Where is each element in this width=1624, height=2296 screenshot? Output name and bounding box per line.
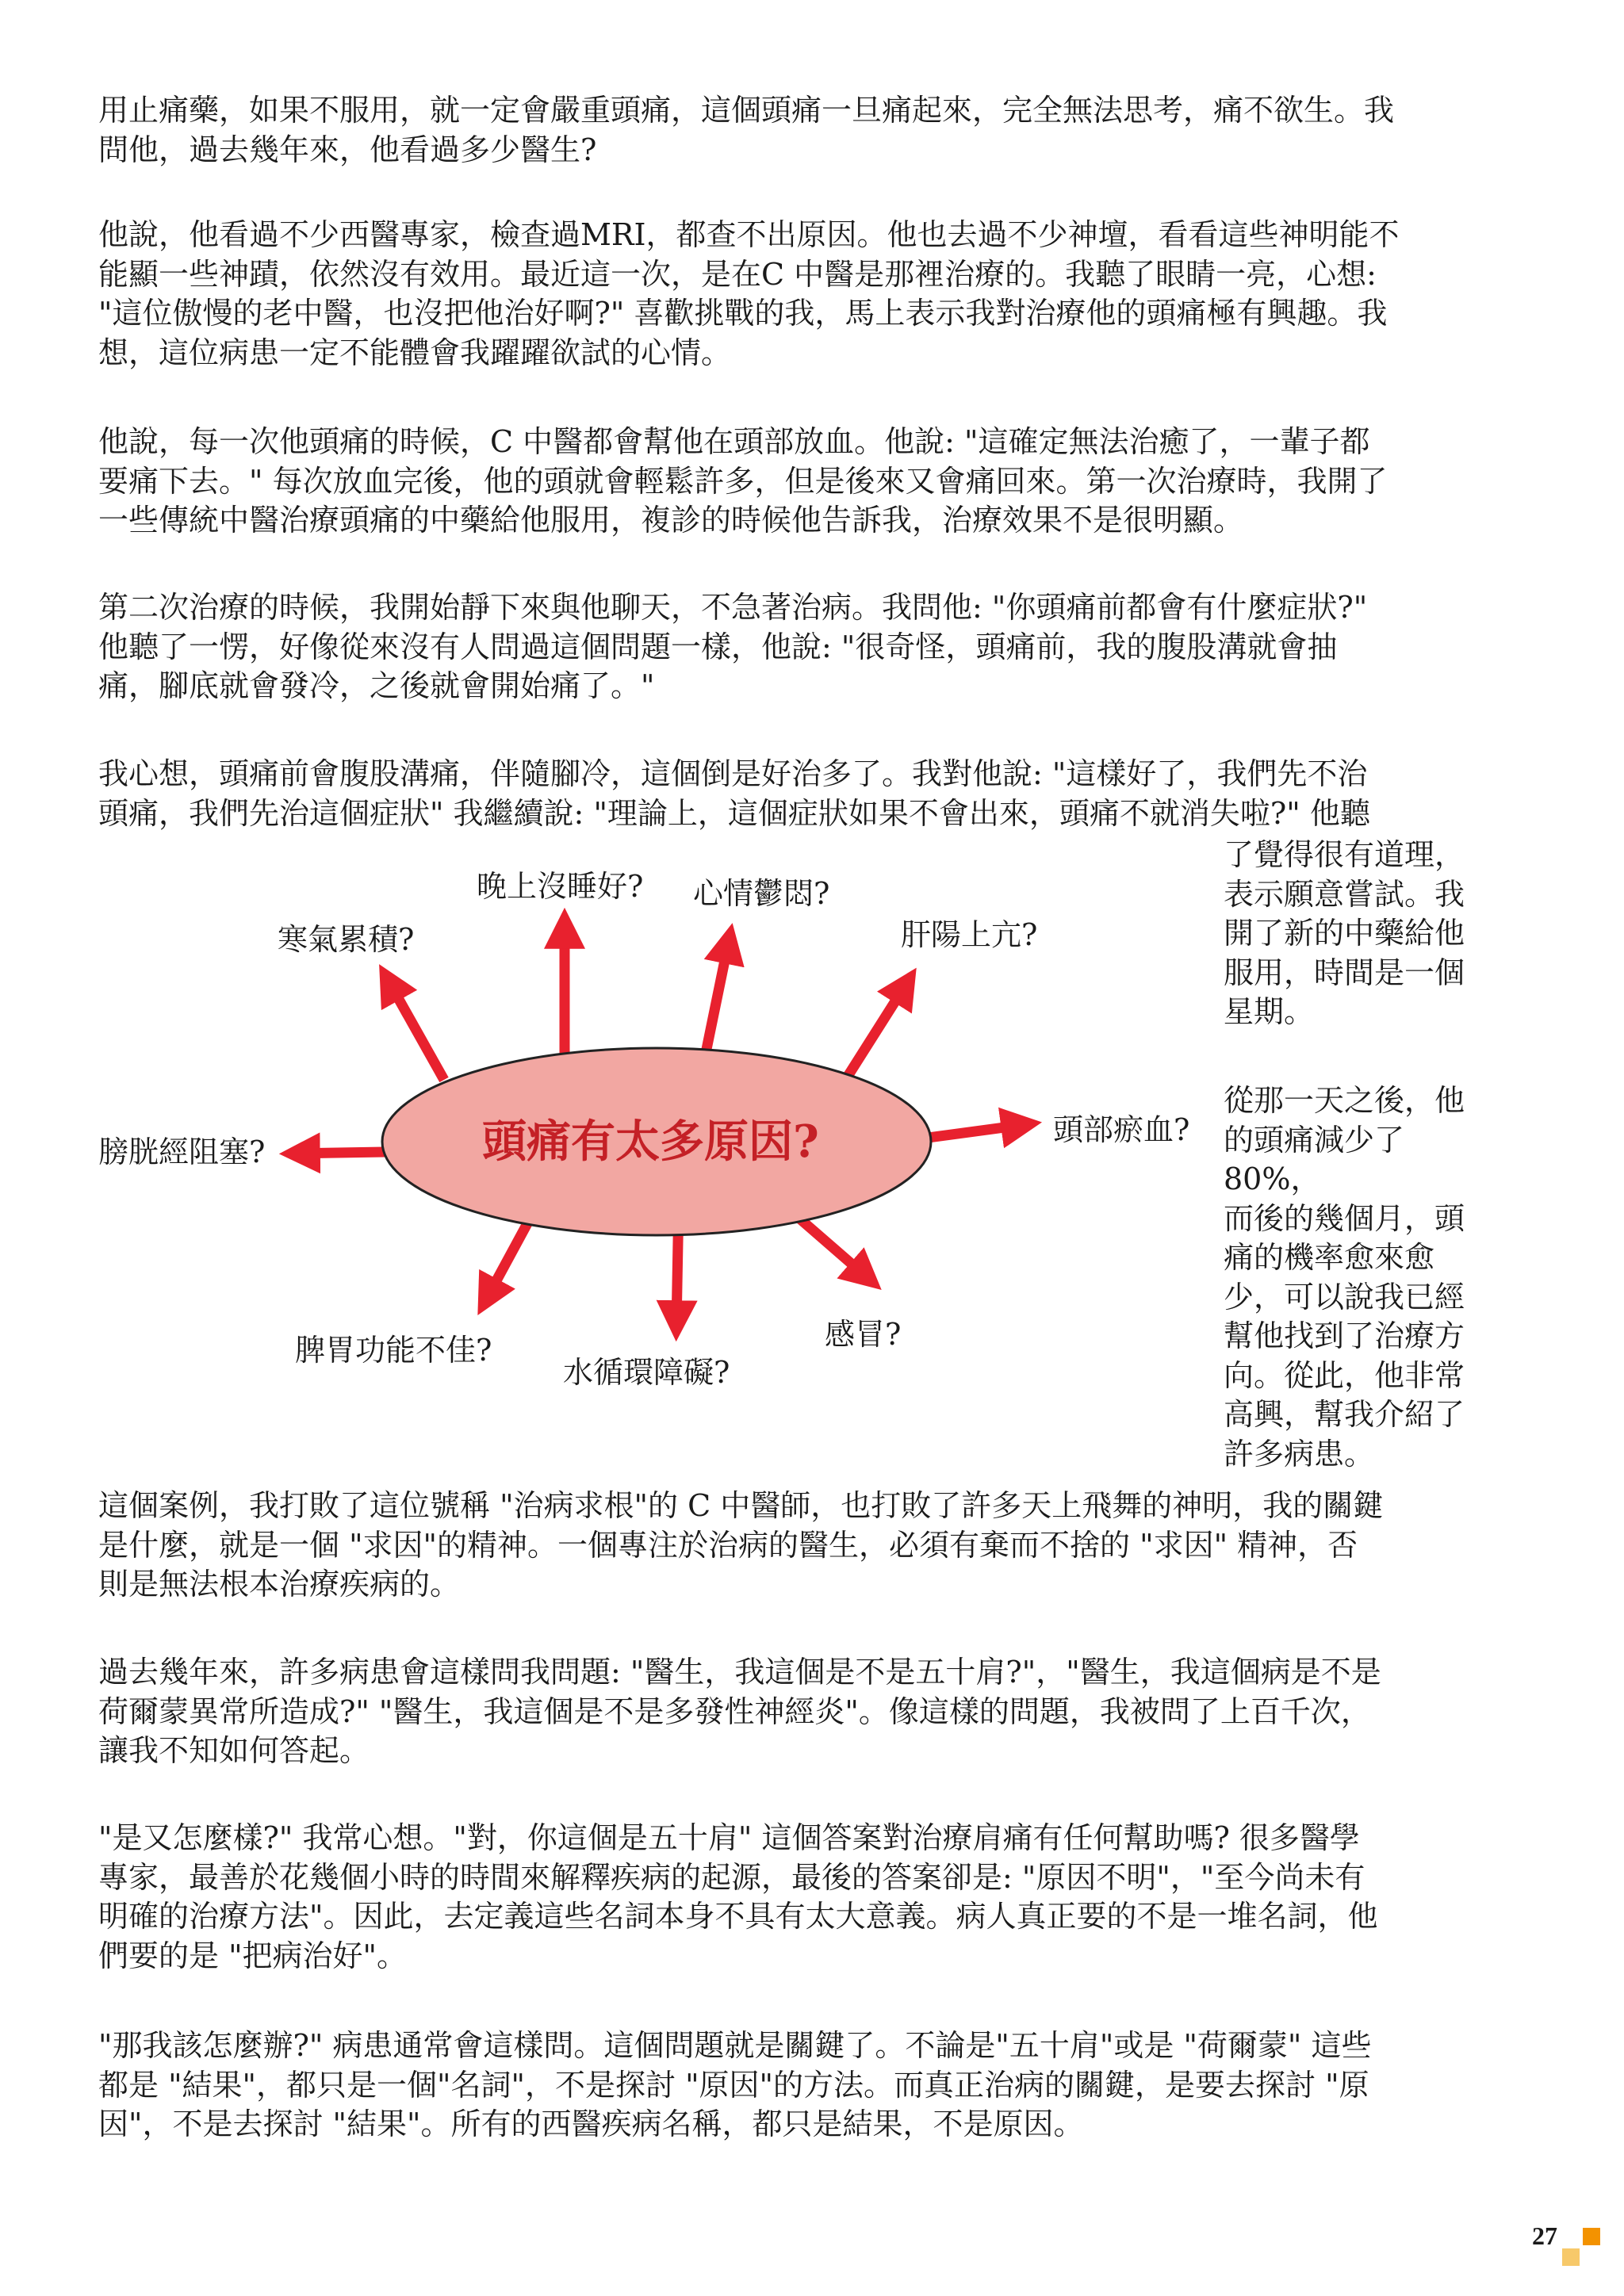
- paragraph-3: 他說，每一次他頭痛的時候，C 中醫都會幫他在頭部放血。他說: "這確定無法治癒了，一輩子都 要痛下去。" 每次放血完後，他的頭就會輕鬆許多，但是後來又會痛回來。第一次治療時，我開了 一些傳統中醫治療頭痛的中藥給他服用，複診的時候他告訴我，治療效果不是很明顯。: [98, 424, 1388, 538]
- label-bladder: 膀胱經阻塞?: [98, 1135, 266, 1169]
- label-cold: 寒氣累積?: [278, 922, 415, 957]
- arrow-bladder: [293, 1152, 385, 1154]
- arrow-mood: [704, 937, 730, 1061]
- corner-square-yellow: [1562, 2248, 1580, 2266]
- corner-square-orange: [1583, 2228, 1600, 2245]
- arrow-spleen: [485, 1216, 531, 1303]
- paragraph-1: 用止痛藥，如果不服用，就一定會嚴重頭痛，這個頭痛一旦痛起來，完全無法思考，痛不欲生。我 問他，過去幾年來，他看過多少醫生?: [98, 93, 1395, 167]
- paragraph-9: "那我該怎麼辦?" 病患通常會這樣問。這個問題就是關鍵了。不論是"五十肩"或是 "荷爾蒙" 這些 都是 "結果"，都只是一個"名詞"，不是探討 "原因"的方法。而真正治病的關鍵，是要去探討 "原 因"，不是去探討 "結果"。所有的西醫疾病名稱，都只是結果，不是原因。: [98, 2028, 1372, 2141]
- label-blood: 頭部瘀血?: [1053, 1112, 1190, 1147]
- paragraph-7: 過去幾年來，許多病患會這樣問我問題: "醫生，我這個是不是五十肩?"，"醫生，我這個病是不是 荷爾蒙異常所造成?" "醫生，我這個是不是多發性神經炎"。像這樣的問題，我被問了上百千次， 讓我不知如何答起。: [98, 1655, 1381, 1768]
- label-mood: 心情鬱悶?: [693, 876, 830, 911]
- paragraph-2: 他說，他看過不少西醫專家，檢查過MRI，都查不出原因。他也去過不少神壇，看看這些神明能不 能顯一些神蹟，依然沒有效用。最近這一次，是在C 中醫是那裡治療的。我聽了眼睛一亮，心想: "這位傲慢的老中醫，也沒把他治好啊?" 喜歡挑戰的我，馬上表示我對治療他的頭痛極有興趣。我 想，這位病患一定不能體會我躍躍欲試的心情。: [98, 217, 1400, 370]
- side-text-top: 了覺得很有道理， 表示願意嘗試。我 開了新的中藥給他 服用，時間是一個 星期。: [1224, 837, 1465, 1029]
- paragraph-5: 我心想，頭痛前會腹股溝痛，伴隨腳冷，這個倒是好治多了。我對他說: "這樣好了，我們先不治 頭痛，我們先治這個症狀" 我繼續說: "理論上，這個症狀如果不會出來，頭痛不就消失啦?" 他聽: [98, 756, 1370, 831]
- arrow-cold: [386, 977, 444, 1080]
- page-number: 27: [1532, 2221, 1557, 2250]
- label-spleen: 脾胃功能不佳?: [295, 1333, 492, 1368]
- center-label: 頭痛有太多原因?: [482, 1115, 819, 1168]
- label-flu: 感冒?: [825, 1317, 902, 1352]
- paragraph-6: 這個案例，我打敗了這位號稱 "治病求根"的 C 中醫師，也打敗了許多天上飛舞的神明，我的關鍵 是什麼，就是一個 "求因"的精神。一個專注於治病的醫生，必須有棄而不捨的 "求因" 精神，否 則是無法根本治療疾病的。: [98, 1488, 1384, 1601]
- paragraph-4: 第二次治療的時候，我開始靜下來與他聊天，不急著治病。我問他: "你頭痛前都會有什麼症狀?" 他聽了一愣，好像從來沒有人問過這個問題一樣，他說: "很奇怪，頭痛前，我的腹股溝就會抽 痛，腳底就會發冷，之後就會開始痛了。": [98, 590, 1368, 703]
- arrow-liver: [843, 980, 909, 1084]
- label-water: 水循環障礙?: [563, 1355, 730, 1390]
- side-text-bottom: 從那一天之後，他 的頭痛減少了80%， 而後的幾個月，頭 痛的機率愈來愈 少，可以說我已經 幫他找到了治療方 向。從此，他非常 高興，幫我介紹了 許多病患。: [1224, 1083, 1465, 1471]
- label-sleep: 晚上沒睡好?: [477, 869, 644, 904]
- label-liver: 肝陽上亢?: [901, 917, 1038, 952]
- paragraph-8: "是又怎麼樣?" 我常心想。"對，你這個是五十肩" 這個答案對治療肩痛有任何幫助嗎? 很多醫學 專家，最善於花幾個小時的時間來解釋疾病的起源，最後的答案卻是: "原因不明"，"至今尚未有 明確的治療方法"。因此，去定義這些名詞本身不具有太大意義。病人真正要的不是一堆名詞，他 們要的是 "把病治好"。: [98, 1820, 1378, 1973]
